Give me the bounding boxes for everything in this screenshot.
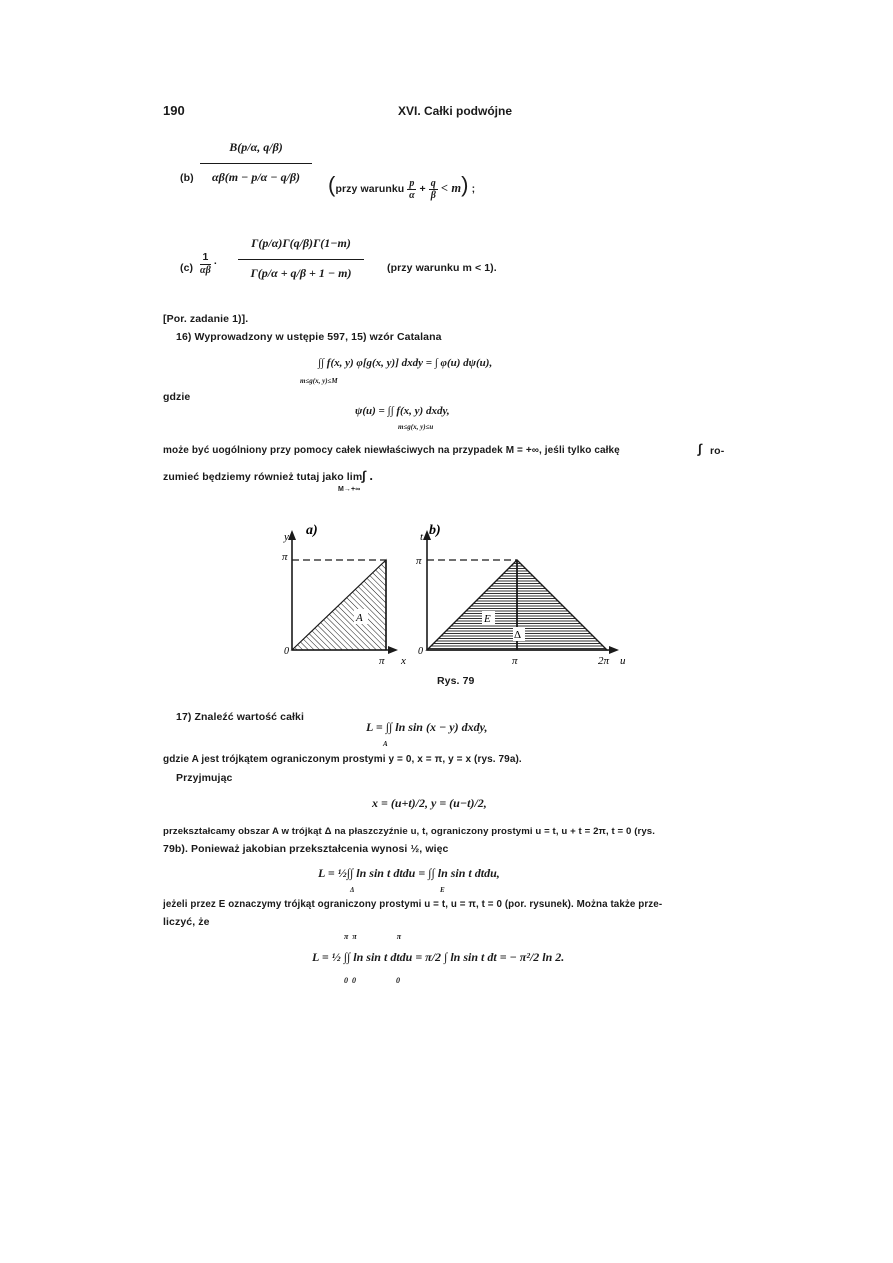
formula-b-condition-text: przy warunku [335, 183, 405, 195]
origin-a: 0 [284, 646, 289, 657]
running-title: XVI. Całki podwójne [398, 104, 513, 118]
axis-label-y: y [284, 531, 289, 543]
axis-label-u: u [620, 655, 626, 667]
formula-c [238, 236, 364, 281]
tick-pi-u-b: π [512, 655, 518, 667]
figure-caption: Rys. 79 [437, 675, 475, 687]
label-E: E [484, 613, 491, 625]
paragraph-transform-1: przekształcamy obszar A w trójkąt Δ na płaszczyźnie u, t, ograniczony prostymi u = t, u + t = 2π, t = 0 (rys. [163, 826, 655, 837]
tick-pi-t-b: π [416, 555, 422, 567]
axis-label-x: x [401, 655, 406, 667]
integral-sign-upper: ∫ [698, 441, 702, 456]
paragraph-compute: liczyć, że [163, 916, 210, 928]
formula-b [200, 140, 312, 185]
triangle-A [292, 560, 386, 650]
y-axis-arrow [288, 530, 296, 540]
figure-79 [270, 510, 630, 670]
catalan-domain: m≤g(x, y)≤M [300, 377, 338, 385]
formula-c-denominator: Γ(p/α + q/β + 1 − m) [250, 266, 352, 280]
axis-label-t: t [420, 531, 424, 543]
page-number: 190 [163, 103, 185, 118]
paragraph-triangle-E: jeżeli przez E oznaczymy trójkąt ograniczony prostymi u = t, u = π, t = 0 (por. rysunek). Można także prze- [163, 899, 663, 910]
psi-domain: m≤g(x, y)≤u [398, 423, 434, 431]
integral-L-E-domain: E [440, 886, 445, 894]
label-delta: Δ [514, 629, 522, 641]
paragraph-generalization-1: może być uogólniony przy pomocy całek niewłaściwych na przypadek M = +∞, jeśli tylko całkę [163, 445, 620, 456]
formula-c-condition: (przy warunku m < 1). [387, 262, 497, 274]
reference-note: [Por. zadanie 1)]. [163, 313, 249, 325]
integral-L: L = ∫∫ ln sin (x − y) dxdy, [366, 720, 488, 734]
przyjmujac: Przyjmując [176, 772, 233, 784]
catalan-formula: ∫∫ f(x, y) φ[g(x, y)] dxdy = ∫ φ(u) dψ(u), [318, 357, 493, 369]
final-result: L = ½ ∫∫ ln sin t dtdu = π/2 ∫ ln sin t dt = − π²/2 ln 2. [312, 950, 565, 964]
label-A: A [356, 612, 363, 624]
substitution-formula: x = (u+t)/2, y = (u−t)/2, [372, 796, 487, 810]
integral-L-delta-domain: Δ [350, 886, 355, 894]
integral-L-domain: A [383, 740, 388, 748]
figure-panel-a [282, 523, 406, 667]
paragraph-generalization-2: zumieć będziemy również tutaj jako lim [163, 471, 363, 483]
formula-b-condition-tail: < m [440, 181, 462, 195]
gdzie-label: gdzie [163, 391, 191, 403]
final-lower-limits: 0 0 0 [344, 976, 400, 985]
formula-b-condition: (przy warunku $\frac{p}{\alpha}$ + $\frac{q}{\beta}$ < m) ; [328, 172, 476, 201]
formula-c-label: (c) [180, 262, 194, 274]
formula-b-label: (b) [180, 172, 194, 184]
formula-c-prefactor: $\frac{1}{\alpha\beta}$ · [200, 251, 218, 276]
formula-b-numerator: B(p/α, q/β) [229, 140, 283, 154]
paragraph-triangle-A: gdzie A jest trójkątem ograniczonym prostymi y = 0, x = π, y = x (rys. 79a). [163, 754, 522, 765]
panel-label-a: a) [306, 523, 318, 538]
formula-b-denominator: αβ(m − p/α − q/β) [211, 170, 301, 184]
u-axis-arrow [609, 646, 619, 654]
tick-pi-y-a: π [282, 551, 288, 563]
figure-panel-b [416, 523, 626, 667]
exercise-17-heading: 17) Znaleźć wartość całki [176, 711, 304, 723]
psi-formula: ψ(u) = ∫∫ f(x, y) dxdy, [355, 405, 450, 417]
formula-c-numerator: Γ(p/α)Γ(q/β)Γ(1−m) [251, 236, 351, 250]
exercise-16-heading: 16) Wyprowadzony w ustępie 597, 15) wzór Catalana [176, 331, 442, 343]
final-upper-limits: π π π [344, 932, 402, 941]
panel-label-b: b) [429, 523, 441, 538]
paragraph-transform-2: 79b). Ponieważ jakobian przekształcenia wynosi ½, więc [163, 843, 449, 855]
tick-2pi-u-b: 2π [598, 655, 610, 667]
x-axis-arrow [388, 646, 398, 654]
paragraph-generalization-tail: ro- [710, 445, 725, 457]
tick-pi-x-a: π [379, 655, 385, 667]
integral-L-delta: L = ½∫∫ ln sin t dtdu = ∫∫ ln sin t dtdu, [318, 866, 500, 880]
integral-sign-limit: ∫ . [362, 468, 374, 483]
limit-subscript: M→+∞ [338, 486, 361, 493]
origin-b: 0 [418, 646, 423, 657]
